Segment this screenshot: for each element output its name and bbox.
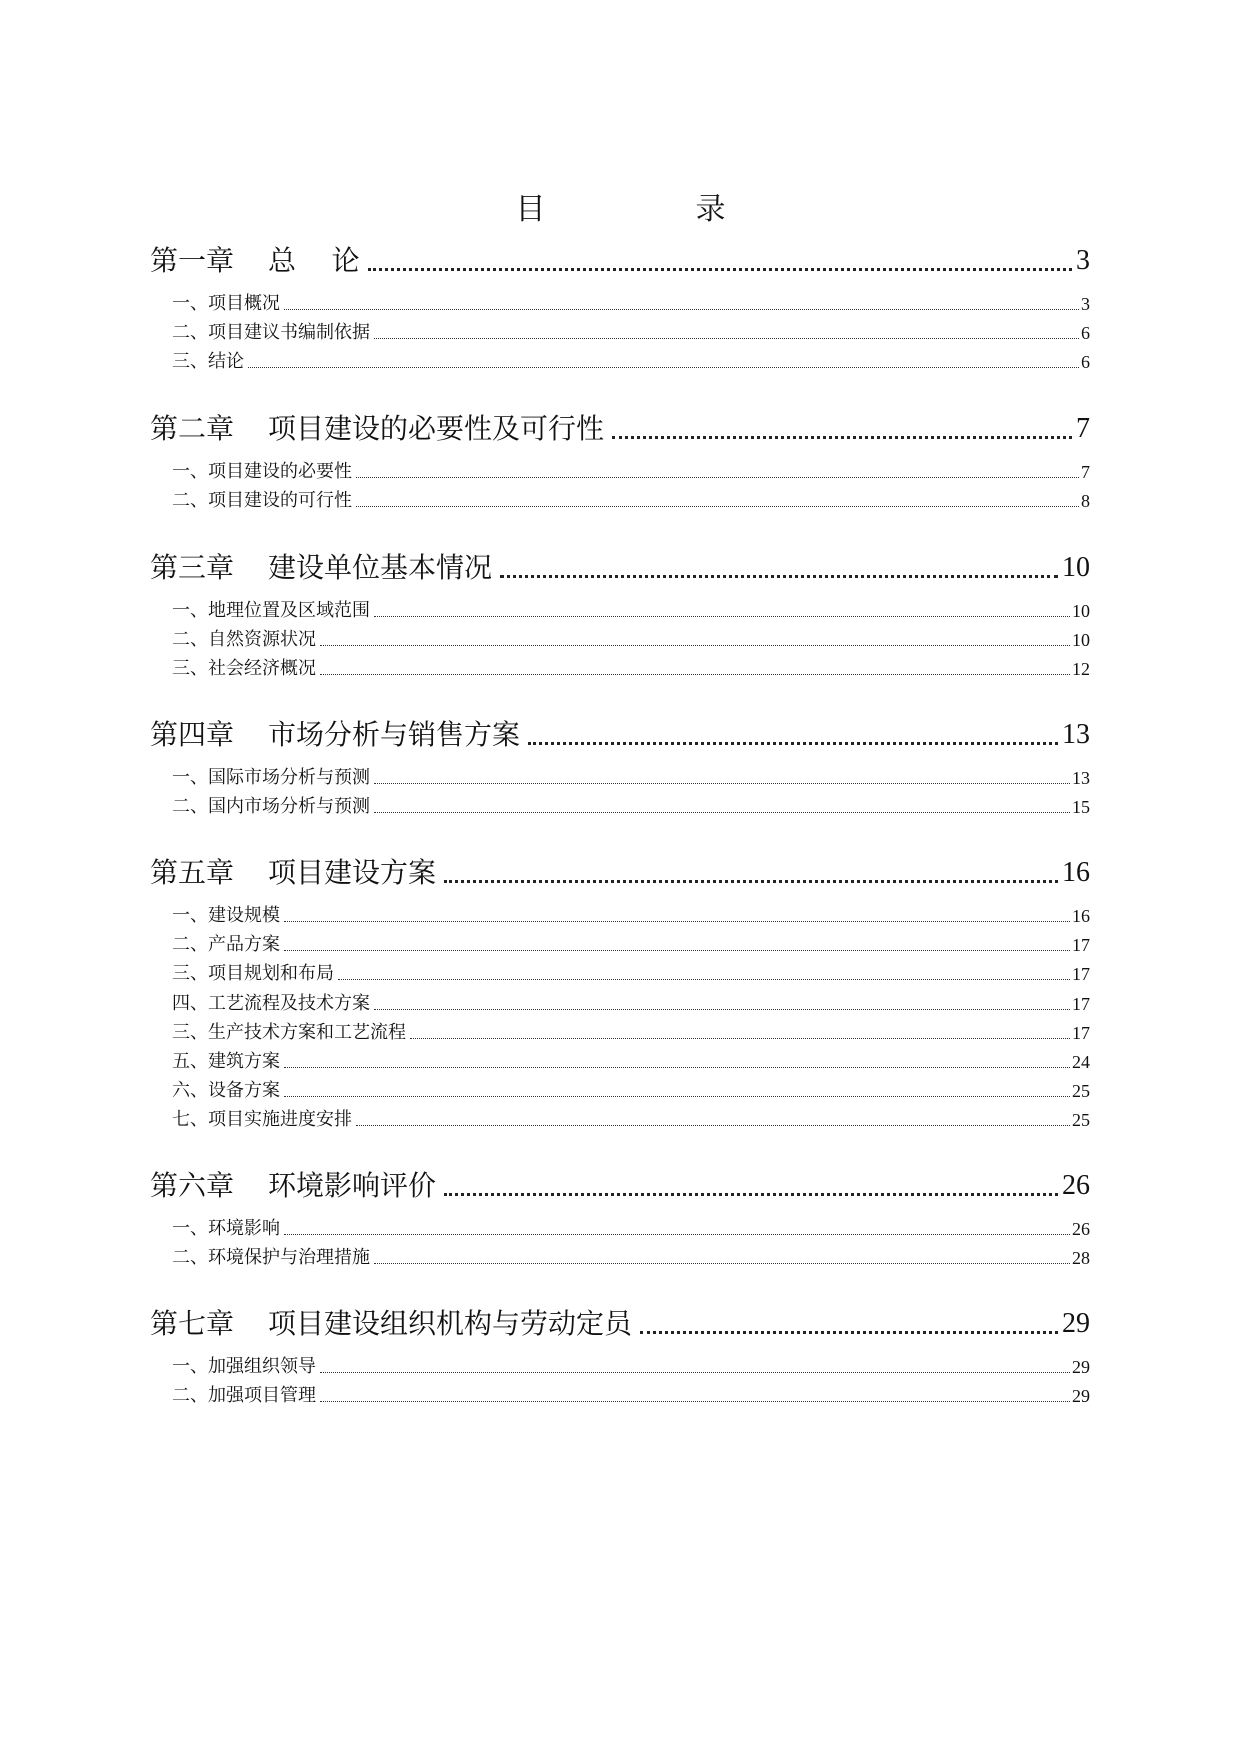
- section-index: 三、: [172, 351, 208, 373]
- toc-section-entry[interactable]: [172, 487, 1090, 513]
- section-page-number: 25: [1072, 1110, 1090, 1131]
- section-title: 建筑方案: [208, 1051, 280, 1072]
- section-page-number: 10: [1072, 601, 1090, 621]
- toc-section-entry[interactable]: [172, 1077, 1090, 1103]
- dot-leader: [374, 783, 1070, 784]
- section-title: 建设规模: [208, 905, 280, 926]
- toc-chapter-entry[interactable]: [150, 404, 1090, 448]
- dot-leader: [444, 1193, 1058, 1196]
- section-index: 三、: [172, 658, 208, 680]
- section-page-number: 12: [1072, 659, 1090, 680]
- dot-leader: [284, 1067, 1070, 1068]
- section-index: 一、: [172, 461, 208, 482]
- section-page-number: 13: [1072, 768, 1090, 788]
- toc-section-entry[interactable]: [172, 655, 1090, 681]
- dot-leader: [374, 812, 1070, 813]
- section-page-number: 25: [1072, 1081, 1090, 1102]
- section-title: 社会经济概况: [208, 658, 316, 680]
- section-index: 三、: [172, 1021, 208, 1043]
- chapter-number: 第四章: [150, 718, 235, 751]
- chapter-page-number: 26: [1062, 1170, 1090, 1201]
- section-title: 自然资源状况: [208, 629, 316, 651]
- dot-leader: [356, 506, 1079, 507]
- section-page-number: 6: [1081, 352, 1090, 373]
- section-title: 加强组织领导: [208, 1356, 316, 1377]
- section-index: 六、: [172, 1080, 208, 1102]
- section-title: 结论: [208, 351, 244, 373]
- toc-chapter-entry[interactable]: [150, 543, 1090, 587]
- section-index: 一、: [172, 1356, 208, 1377]
- toc-section-entry[interactable]: [172, 1019, 1090, 1045]
- section-index: 一、: [172, 600, 208, 621]
- section-index: 七、: [172, 1109, 208, 1131]
- toc-section-entry[interactable]: [172, 458, 1090, 484]
- toc-section-entry[interactable]: [172, 1382, 1090, 1408]
- section-page-number: 29: [1072, 1386, 1090, 1407]
- toc-section-entry[interactable]: [172, 626, 1090, 652]
- toc-title: [0, 190, 1241, 230]
- chapter-title: 建设单位基本情况: [268, 551, 493, 584]
- section-index: 五、: [172, 1051, 208, 1072]
- dot-leader: [528, 742, 1058, 745]
- section-title: 项目实施进度安排: [208, 1109, 352, 1131]
- section-page-number: 8: [1081, 491, 1090, 512]
- section-title: 环境保护与治理措施: [208, 1247, 370, 1269]
- chapter-page-number: 16: [1062, 857, 1090, 888]
- toc-section-entry[interactable]: [172, 793, 1090, 819]
- toc-section-entry[interactable]: [172, 348, 1090, 374]
- toc-chapter-entry[interactable]: [150, 1299, 1090, 1343]
- section-page-number: 24: [1072, 1052, 1090, 1072]
- section-index: 一、: [172, 1218, 208, 1239]
- chapter-page-number: 7: [1076, 413, 1090, 444]
- toc-chapter-entry[interactable]: [150, 710, 1090, 754]
- chapter-number: 第一章: [150, 244, 235, 277]
- toc-section-entry[interactable]: [172, 960, 1090, 986]
- toc-section-entry[interactable]: [172, 1106, 1090, 1132]
- dot-leader: [284, 1234, 1070, 1235]
- section-title: 项目建设的必要性: [208, 461, 352, 482]
- dot-leader: [356, 477, 1079, 478]
- dot-leader: [338, 979, 1070, 980]
- dot-leader: [248, 367, 1079, 368]
- section-page-number: 7: [1081, 462, 1090, 482]
- dot-leader: [374, 1009, 1070, 1010]
- chapter-title: 市场分析与销售方案: [268, 718, 521, 751]
- section-title: 产品方案: [208, 934, 280, 956]
- section-title: 地理位置及区域范围: [208, 600, 370, 621]
- section-title: 项目概况: [208, 293, 280, 314]
- section-index: 一、: [172, 293, 208, 314]
- chapter-number: 第七章: [150, 1307, 235, 1340]
- dot-leader: [320, 1401, 1070, 1402]
- section-page-number: 17: [1072, 993, 1090, 1014]
- section-index: 二、: [172, 796, 208, 818]
- toc-section-entry[interactable]: [172, 764, 1090, 790]
- section-title: 项目规划和布局: [208, 963, 334, 985]
- chapter-page-number: 10: [1062, 552, 1090, 583]
- section-page-number: 6: [1081, 323, 1090, 344]
- section-title: 环境影响: [208, 1218, 280, 1239]
- dot-leader: [284, 1096, 1070, 1097]
- chapter-page-number: 3: [1076, 245, 1090, 276]
- section-page-number: 17: [1072, 1022, 1090, 1043]
- section-page-number: 17: [1072, 964, 1090, 985]
- dot-leader: [444, 880, 1058, 883]
- dot-leader: [320, 645, 1070, 646]
- dot-leader: [284, 950, 1070, 951]
- chapter-number: 第二章: [150, 412, 235, 445]
- section-page-number: 10: [1072, 630, 1090, 651]
- section-index: 二、: [172, 1385, 208, 1407]
- dot-leader: [374, 616, 1070, 617]
- section-page-number: 16: [1072, 906, 1090, 926]
- section-page-number: 15: [1072, 797, 1090, 818]
- toc-section-entry[interactable]: [172, 931, 1090, 957]
- section-index: 二、: [172, 490, 208, 512]
- section-page-number: 17: [1072, 935, 1090, 956]
- section-index: 二、: [172, 629, 208, 651]
- dot-leader: [500, 575, 1058, 578]
- section-index: 二、: [172, 934, 208, 956]
- toc-chapter-entry[interactable]: [150, 1161, 1090, 1205]
- dot-leader: [640, 1331, 1058, 1334]
- dot-leader: [320, 674, 1070, 675]
- section-index: 四、: [172, 992, 208, 1014]
- dot-leader: [612, 436, 1072, 439]
- section-index: 一、: [172, 767, 208, 788]
- chapter-title: 项目建设组织机构与劳动定员: [268, 1307, 633, 1340]
- dot-leader: [356, 1125, 1070, 1126]
- toc-chapter-entry[interactable]: [150, 848, 1090, 892]
- toc-section-entry[interactable]: [172, 1048, 1090, 1074]
- toc-section-entry[interactable]: [172, 1215, 1090, 1241]
- dot-leader: [284, 921, 1070, 922]
- dot-leader: [410, 1038, 1070, 1039]
- section-index: 二、: [172, 1247, 208, 1269]
- section-index: 二、: [172, 322, 208, 344]
- section-title: 国内市场分析与预测: [208, 796, 370, 818]
- toc-section-entry[interactable]: [172, 597, 1090, 623]
- section-title: 国际市场分析与预测: [208, 767, 370, 788]
- chapter-number: 第五章: [150, 856, 235, 889]
- toc-title-left: 目: [515, 192, 546, 227]
- dot-leader: [284, 309, 1079, 310]
- chapter-page-number: 29: [1062, 1308, 1090, 1339]
- toc-chapter-entry[interactable]: [150, 236, 1090, 280]
- chapter-title: 项目建设方案: [268, 856, 437, 889]
- section-page-number: 3: [1081, 294, 1090, 314]
- chapter-title: 项目建设的必要性及可行性: [268, 412, 605, 445]
- section-page-number: 28: [1072, 1248, 1090, 1269]
- toc-title-right: 录: [695, 192, 726, 227]
- toc-section-entry[interactable]: [172, 902, 1090, 928]
- section-title: 设备方案: [208, 1080, 280, 1102]
- section-title: 加强项目管理: [208, 1385, 316, 1407]
- toc-section-entry[interactable]: [172, 990, 1090, 1016]
- toc-section-entry[interactable]: [172, 290, 1090, 316]
- dot-leader: [374, 1263, 1070, 1264]
- section-index: 一、: [172, 905, 208, 926]
- section-title: 项目建议书编制依据: [208, 322, 370, 344]
- chapter-page-number: 13: [1062, 719, 1090, 750]
- chapter-title: 环境影响评价: [268, 1169, 437, 1202]
- section-index: 三、: [172, 963, 208, 985]
- toc-section-entry[interactable]: [172, 1353, 1090, 1379]
- chapter-number: 第三章: [150, 551, 235, 584]
- dot-leader: [320, 1372, 1070, 1373]
- section-page-number: 26: [1072, 1219, 1090, 1239]
- dot-leader: [374, 338, 1079, 339]
- toc-section-entry[interactable]: [172, 1244, 1090, 1270]
- section-page-number: 29: [1072, 1357, 1090, 1377]
- chapter-number: 第六章: [150, 1169, 235, 1202]
- section-title: 工艺流程及技术方案: [208, 992, 370, 1014]
- section-title: 项目建设的可行性: [208, 490, 352, 512]
- section-title: 生产技术方案和工艺流程: [208, 1021, 406, 1043]
- chapter-title: 总 论: [268, 244, 360, 277]
- toc-section-entry[interactable]: [172, 319, 1090, 345]
- dot-leader: [368, 268, 1072, 271]
